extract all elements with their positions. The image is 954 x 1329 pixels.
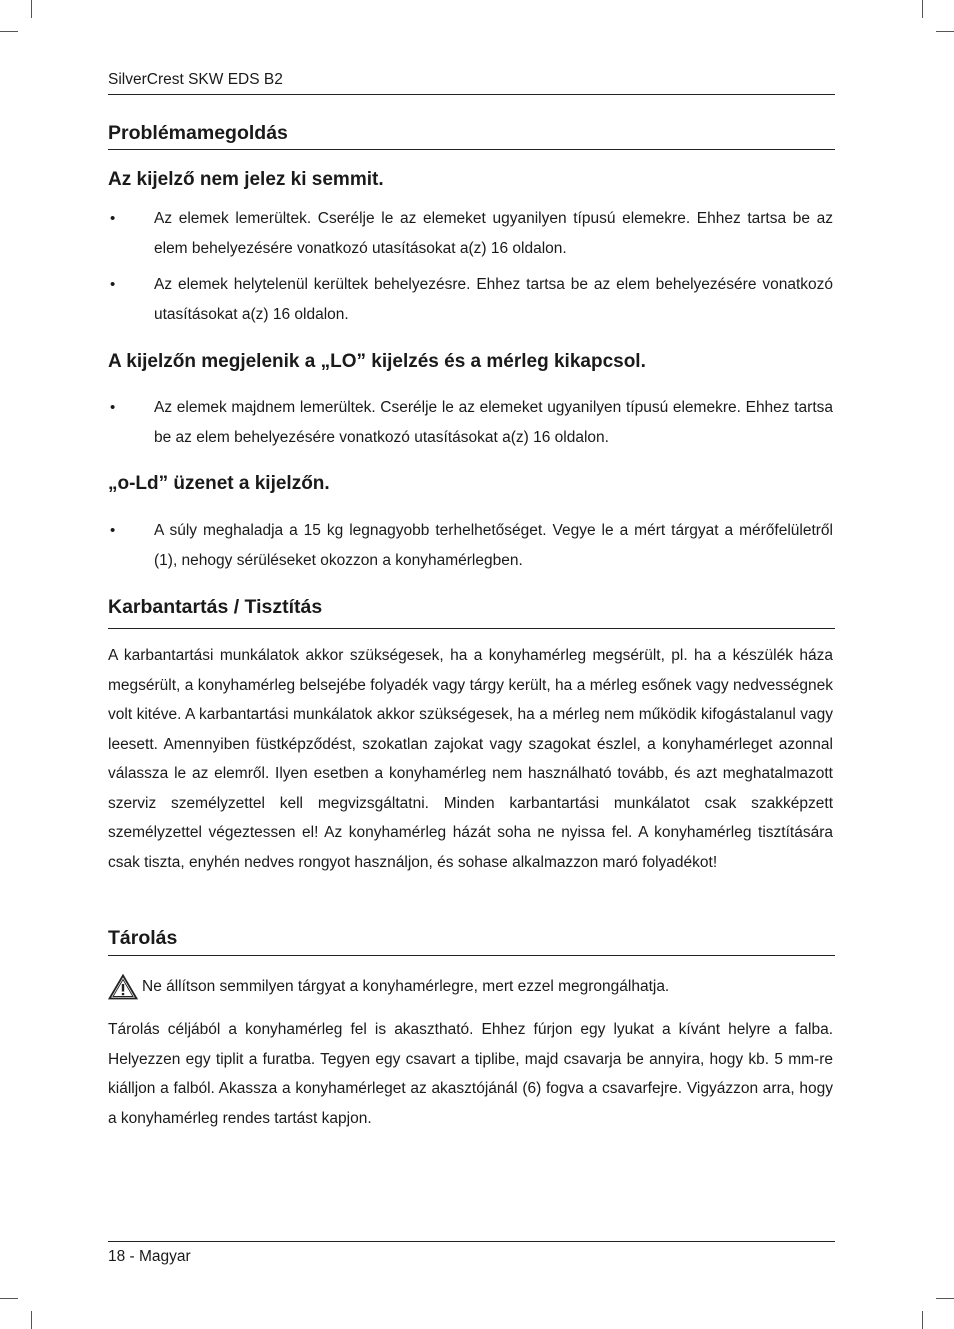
section-rule <box>108 955 835 956</box>
crop-mark <box>922 1311 923 1329</box>
running-header: SilverCrest SKW EDS B2 <box>108 71 283 88</box>
header-rule <box>108 94 835 95</box>
list-item <box>108 270 833 329</box>
section-rule <box>108 628 835 629</box>
section-title-maintenance: Karbantartás / Tisztítás <box>108 596 323 618</box>
crop-mark <box>0 31 18 32</box>
list-item <box>108 204 833 263</box>
list-item-text: Az elemek majdnem lemerültek. Cserélje le az elemeket ugyanilyen típusú elemekre. Ehhez tartsa be az elem behelyezésére vonatkozó utasításokat a(z) 16 oldalon. <box>154 399 833 446</box>
crop-mark <box>0 1298 18 1299</box>
storage-warning <box>108 970 669 1004</box>
maintenance-paragraph: A karbantartási munkálatok akkor szükségesek, ha a konyhamérleg megsérült, pl. ha a készülék háza megsérült, a konyhamérleg belsejébe folyadék vagy tárgy került, ha a mérleg esőnek vagy nedvességnek volt kitéve. A karbantartási munkálatok akkor szükségesek, ha a mérleg nem működik kifogástalanul vagy leesett. Amennyiben füstképződést, szokatlan zajokat vagy szagokat észlel, a konyhamérleget azonnal válassza le az elemről. Ilyen esetben a konyhamérleg nem használható tovább, és azt meghatalmazott szerviz személyzettel kell megvizsgáltatni. Minden karbantartási munkálatot csak szakképzett személyzettel végeztessen el! Az konyhamérleg házát soha ne nyissa fel. A konyhamérleg tisztítására csak tiszta, enyhén nedves rongyot használjon, és sohase alkalmazzon maró folyadékot! <box>108 647 833 871</box>
bullet-dot-icon: • <box>110 399 116 416</box>
list-item-text: Az elemek helytelenül kerültek behelyezésre. Ehhez tartsa be az elem behelyezésére vonatkozó utasításokat a(z) 16 oldalon. <box>154 276 833 323</box>
crop-mark <box>31 1311 32 1329</box>
crop-mark <box>936 1298 954 1299</box>
warning-triangle-icon <box>108 974 138 1000</box>
list-item-text: Az elemek lemerültek. Cserélje le az elemeket ugyanilyen típusú elemekre. Ehhez tartsa be az elem behelyezésére vonatkozó utasításokat a(z) 16 oldalon. <box>154 210 833 257</box>
issue-title-no-display: Az kijelző nem jelez ki semmit. <box>108 169 384 190</box>
bullet-dot-icon: • <box>110 210 116 227</box>
storage-paragraph: Tárolás céljából a konyhamérleg fel is akasztható. Ehhez fúrjon egy lyukat a kívánt helyre a falba. Helyezzen egy tiplit a furatba. Tegyen egy csavart a tiplibe, majd csavarja be annyira, hogy kb. 5 mm-re kiálljon a falból. Akassza a konyhamérleget az akasztójánál (6) fogva a csavarfejre. Vigyázzon arra, hogy a konyhamérleg rendes tartást kapjon. <box>108 1021 833 1127</box>
list-item <box>108 393 833 452</box>
bullet-dot-icon: • <box>110 522 116 539</box>
page-footer: 18 - Magyar <box>108 1248 191 1265</box>
section-rule <box>108 149 835 150</box>
warning-text: Ne állítson semmilyen tárgyat a konyhamérlegre, mert ezzel megrongálhatja. <box>142 978 670 995</box>
crop-mark <box>922 0 923 18</box>
list-item-text: A súly meghaladja a 15 kg legnagyobb terhelhetőséget. Vegye le a mért tárgyat a mérőfelületről (1), nehogy sérüléseket okozzon a konyhamérlegben. <box>154 522 833 569</box>
issue-title-lo-display: A kijelzőn megjelenik a „LO” kijelzés és a mérleg kikapcsol. <box>108 351 646 372</box>
section-title-storage: Tárolás <box>108 927 178 949</box>
crop-mark <box>936 31 954 32</box>
bullet-dot-icon: • <box>110 276 116 293</box>
crop-mark <box>31 0 32 18</box>
list-item <box>108 516 833 575</box>
section-title-troubleshooting: Problémamegoldás <box>108 122 288 144</box>
footer-rule <box>108 1241 835 1242</box>
issue-title-overload: „o-Ld” üzenet a kijelzőn. <box>108 473 330 494</box>
